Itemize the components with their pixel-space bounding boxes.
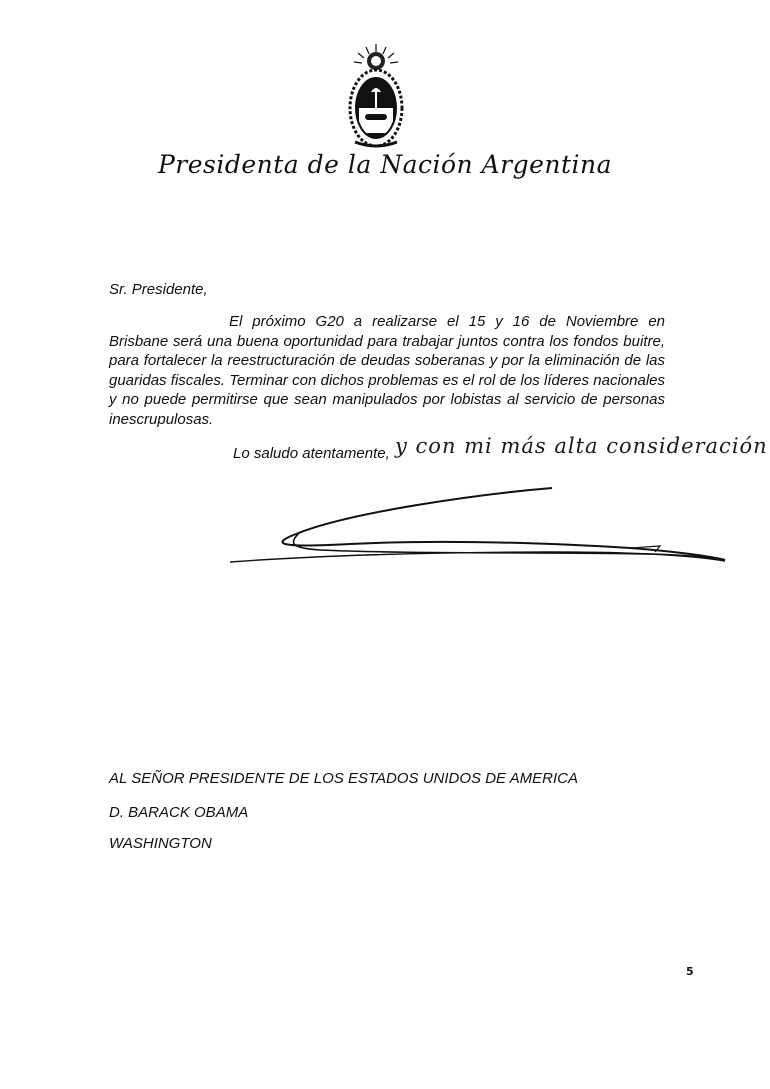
- page-number: 5: [686, 965, 694, 978]
- letterhead-title: Presidenta de la Nación Argentina: [157, 150, 613, 179]
- recipient-name: D. BARACK OBAMA: [109, 804, 249, 821]
- salutation: Sr. Presidente,: [109, 281, 208, 298]
- recipient-title: AL SEÑOR PRESIDENTE DE LOS ESTADOS UNIDOS DE AMERICA: [109, 770, 578, 787]
- closing: Lo saludo atentamente,: [233, 445, 390, 462]
- letter-body-text: El próximo G20 a realizarse el 15 y 16 de Noviembre en Brisbane será una buena oportunidad para trabajar juntos contra los fondos buitre, para fortalecer la reestructuración de deudas soberanas y por la eliminación de las guaridas fiscales. Terminar con dichos problemas es el rol de los líderes nacionales y no puede permitirse que sean manipulados por lobistas al servicio de personas inescrupulosas.: [109, 313, 665, 428]
- argentine-coat-of-arms-icon: [345, 42, 407, 150]
- signature-icon: [230, 482, 730, 572]
- recipient-city: WASHINGTON: [109, 835, 212, 852]
- handwritten-closing: y con mi más alta consideración: [395, 434, 768, 458]
- letter-body: [109, 312, 665, 430]
